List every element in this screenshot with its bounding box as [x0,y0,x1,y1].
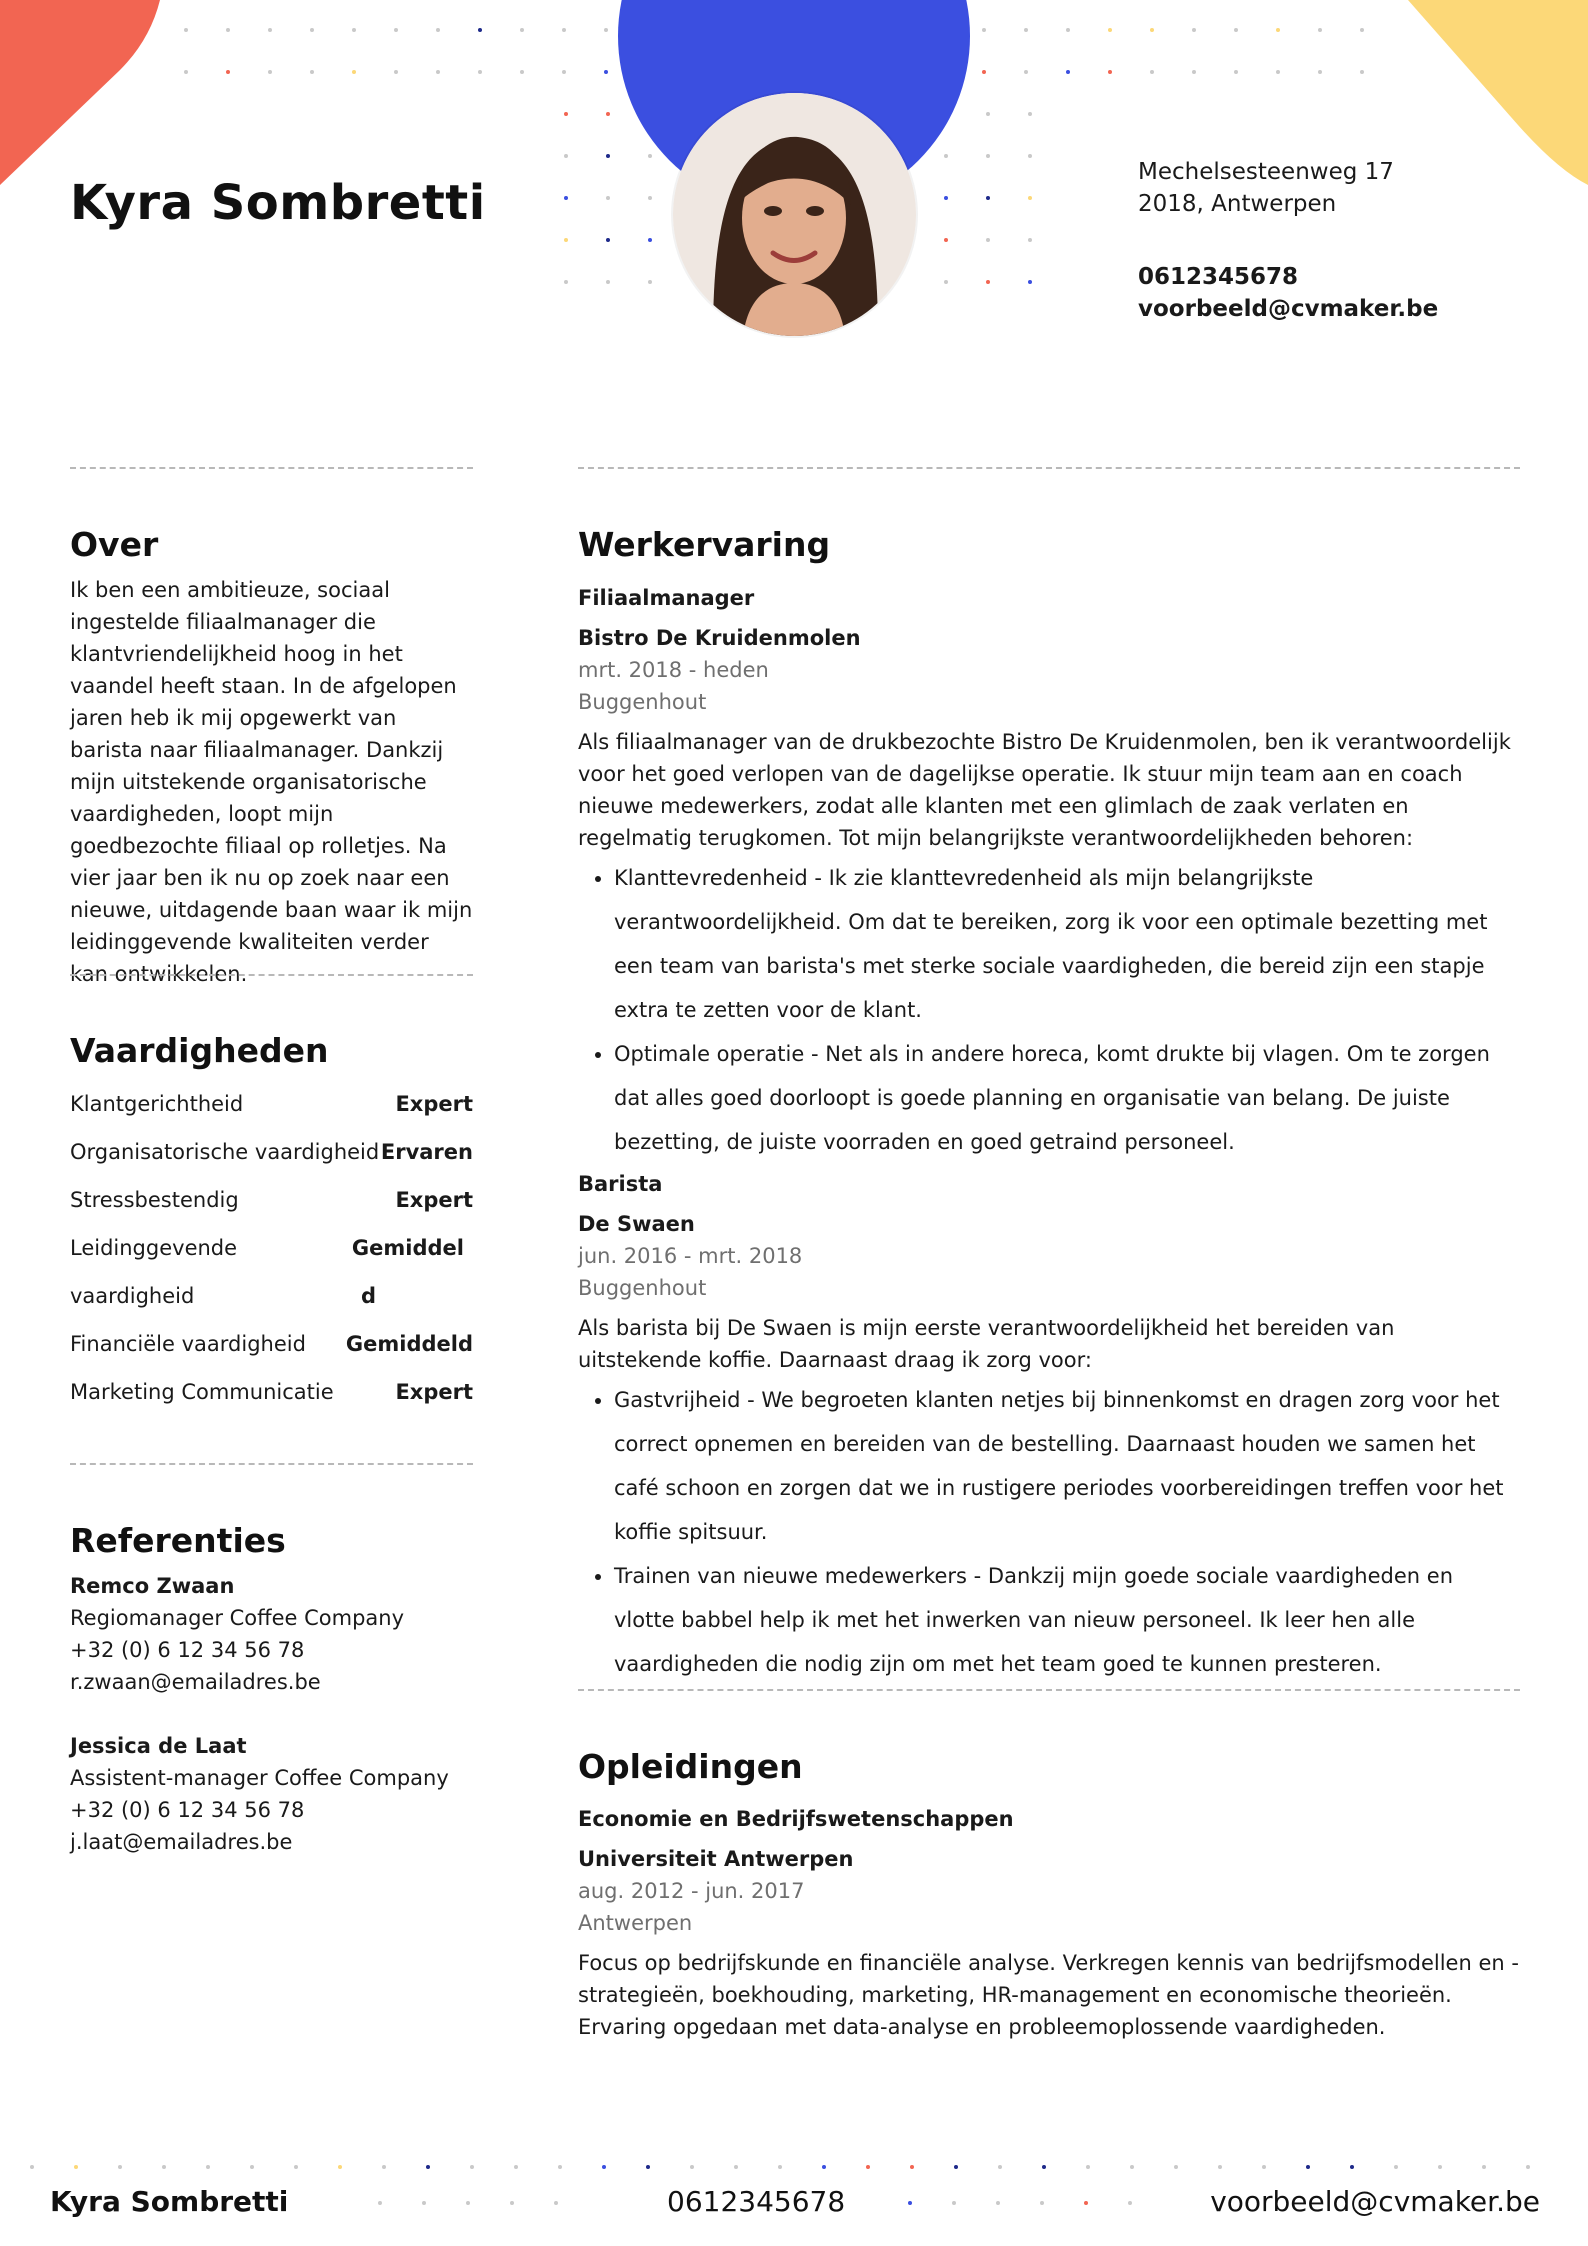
divider [578,467,1520,469]
dot [250,2165,254,2169]
dot [1128,2201,1132,2205]
dot [1438,2165,1442,2169]
dot [1192,70,1196,74]
skill-name: Marketing Communicatie [70,1380,334,1404]
dot [30,2165,34,2169]
portrait-icon [673,93,916,336]
dot [606,154,610,158]
dot [1360,28,1364,32]
about-text: Ik ben een ambitieuze, sociaal ingestelde filiaalmanager die klantvriendelijkheid hoog in het vaandel heeft staan. In de afgelopen jaren heb ik mij opgewerkt van barista naar filiaalmanager. Dankzij mijn uitstekende organisatorische vaardigheden, loopt mijn goedbezochte filiaal op rolletjes. Na vier jaar ben ik nu op zoek naar een nieuwe, uitdagende baan waar ik mijn leidinggevende kwaliteiten verder kan ontwikkelen. [70,578,473,986]
reference-name: Jessica de Laat [70,1734,247,1758]
dot [954,2165,958,2169]
dot [646,2165,650,2169]
dot [1234,70,1238,74]
job-bullets [578,856,1520,1164]
dot [986,238,990,242]
skill-level: Expert [395,1092,473,1116]
dot [982,70,986,74]
header-phone: 0612345678 [1138,264,1299,290]
job-location: Buggenhout [578,690,707,714]
dot [268,28,272,32]
dot [1066,28,1070,32]
job-bullet: • Optimale operatie - Net als in andere horeca, komt drukte bij vlagen. Om te zorgen dat alles goed doorloopt is goede planning en organisatie van belang. De juiste bezetting, de juiste voorraden en goed getraind personeel. [614,1032,1520,1164]
job-bullet: • Gastvrijheid - We begroeten klanten netjes bij binnenkomst en dragen zorg voor het correct opnemen en bereiden van de bestelling. Daarnaast houden we samen het café schoon en zorgen dat we in rustigere periodes voorbereidingen treffen voor het koffie spitsuur. [614,1378,1520,1554]
dot [478,70,482,74]
dot [426,2165,430,2169]
candidate-name: Kyra Sombretti [70,175,486,231]
divider [70,467,473,469]
dot [394,28,398,32]
job-bullet: • Klanttevredenheid - Ik zie klanttevredenheid als mijn belangrijkste verantwoordelijkheid. Om dat te bereiken, zorg ik voor een optimale bezetting met een team van barista's met sterke sociale vaardigheden, die bereid zijn een stapje extra te zetten voor de klant. [614,856,1520,1032]
dot [604,28,608,32]
dot [554,2201,558,2205]
dot [184,70,188,74]
dot [1526,2165,1530,2169]
footer-phone: 0612345678 [667,2185,846,2218]
reference-role: Regiomanager Coffee Company [70,1606,405,1630]
dot [734,2165,738,2169]
dot [1150,70,1154,74]
dot [1042,2165,1046,2169]
dot [1306,2165,1310,2169]
dot [648,238,652,242]
dot [206,2165,210,2169]
dot [478,28,482,32]
dot [1066,70,1070,74]
divider [578,1689,1520,1691]
job-location: Buggenhout [578,1276,707,1300]
dot [1130,2165,1134,2169]
education-title: Opleidingen [578,1747,803,1786]
job-description: Als filiaalmanager van de drukbezochte Bistro De Kruidenmolen, ben ik verantwoordelijk voor het goed verlopen van de dagelijkse operatie. Ik stuur mijn team aan en coach nieuwe medewerkers, zodat alle klanten met een glimlach de zaak verlaten en regelmatig terugkomen. Tot mijn belangrijkste verantwoordelijkheden behoren: [578,730,1511,850]
references-title: Referenties [70,1521,286,1560]
dot [778,2165,782,2169]
dot [226,28,230,32]
dot [562,70,566,74]
job-entry [578,582,1520,1164]
dot [1360,70,1364,74]
dot [564,238,568,242]
dot [564,196,568,200]
job-role: Filiaalmanager [578,586,755,610]
dot [1028,280,1032,284]
dot [268,70,272,74]
dot [606,196,610,200]
dot [1024,70,1028,74]
skill-level: Ervaren [380,1140,473,1164]
dot [1318,28,1322,32]
dot [564,280,568,284]
dot [436,70,440,74]
dot [422,2201,426,2205]
dot [648,280,652,284]
dot [822,2165,826,2169]
dot [310,28,314,32]
reference-role: Assistent-manager Coffee Company [70,1766,449,1790]
skills-title: Vaardigheden [70,1031,329,1070]
dot [908,2201,912,2205]
dot [952,2201,956,2205]
dot [648,154,652,158]
dot [118,2165,122,2169]
dot [1150,28,1154,32]
job-period: mrt. 2018 - heden [578,658,769,682]
dot [1192,28,1196,32]
dot [562,28,566,32]
skill-name: Stressbestendig [70,1188,239,1212]
footer-name: Kyra Sombretti [50,2185,289,2218]
dot [1086,2165,1090,2169]
skill-level: d [361,1284,377,1308]
dot [910,2165,914,2169]
skill-level: Gemiddel [351,1236,464,1260]
job-description: Als barista bij De Swaen is mijn eerste verantwoordelijkheid het bereiden van uitstekende koffie. Daarnaast draag ik zorg voor: [578,1316,1395,1372]
skill-name: Organisatorische vaardigheid [70,1140,380,1164]
dot [184,28,188,32]
dot [996,2201,1000,2205]
about-title: Over [70,525,159,564]
dot [1276,28,1280,32]
dot [648,196,652,200]
dot [1028,154,1032,158]
dot [310,70,314,74]
education-entry [578,1803,1520,2043]
job-company: De Swaen [578,1212,695,1236]
header-email[interactable]: voorbeeld@cvmaker.be [1138,296,1439,322]
dot [1028,196,1032,200]
dot [162,2165,166,2169]
dot [226,70,230,74]
address-line-2: 2018, Antwerpen [1138,191,1337,217]
dot [294,2165,298,2169]
dot [1262,2165,1266,2169]
dot [986,280,990,284]
dot [998,2165,1002,2169]
dot [606,112,610,116]
dot [352,28,356,32]
dot [606,238,610,242]
job-role: Barista [578,1172,663,1196]
education-degree: Economie en Bedrijfswetenschappen [578,1807,1014,1831]
reference-entry [70,1570,490,1698]
education-school: Universiteit Antwerpen [578,1847,854,1871]
dot [1108,28,1112,32]
reference-entry [70,1730,490,1858]
reference-email[interactable]: r.zwaan@emailadres.be [70,1670,321,1694]
job-entry [578,1168,1520,1686]
dot [1028,112,1032,116]
dot [1350,2165,1354,2169]
dot [606,280,610,284]
dot [1024,28,1028,32]
dot [1234,28,1238,32]
dot [436,28,440,32]
reference-name: Remco Zwaan [70,1574,235,1598]
dot [982,28,986,32]
dot [1276,70,1280,74]
dot [604,70,608,74]
experience-title: Werkervaring [578,525,831,564]
dot [1482,2165,1486,2169]
dot [382,2165,386,2169]
education-location: Antwerpen [578,1911,693,1935]
skill-name: vaardigheid [70,1284,195,1308]
footer-email[interactable]: voorbeeld@cvmaker.be [1210,2185,1540,2218]
skill-level: Gemiddeld [345,1332,473,1356]
dot [1174,2165,1178,2169]
dot [690,2165,694,2169]
job-company: Bistro De Kruidenmolen [578,626,861,650]
address-line-1: Mechelsesteenweg 17 [1138,159,1394,185]
dot [1318,70,1322,74]
dot [944,154,948,158]
dot [466,2201,470,2205]
dot [1218,2165,1222,2169]
skill-name: Klantgerichtheid [70,1092,244,1116]
job-bullet: • Trainen van nieuwe medewerkers - Dankzij mijn goede sociale vaardigheden en vlotte babbel help ik met het inwerken van nieuw personeel. Ik leer hen alle vaardigheden die nodig zijn om met het team goed te kunnen presteren. [614,1554,1520,1686]
dot [514,2165,518,2169]
dot [1040,2201,1044,2205]
divider [70,974,473,976]
dot [520,70,524,74]
dot [470,2165,474,2169]
reference-email[interactable]: j.laat@emailadres.be [70,1830,293,1854]
education-period: aug. 2012 - jun. 2017 [578,1879,805,1903]
dot [520,28,524,32]
profile-photo [673,93,916,336]
dot [564,154,568,158]
dot [378,2201,382,2205]
reference-phone: +32 (0) 6 12 34 56 78 [70,1638,305,1662]
dot [1028,238,1032,242]
dot [602,2165,606,2169]
dot [74,2165,78,2169]
dot [338,2165,342,2169]
dot [1084,2201,1088,2205]
dot [352,70,356,74]
reference-phone: +32 (0) 6 12 34 56 78 [70,1798,305,1822]
dot [944,238,948,242]
job-bullets [578,1378,1520,1686]
dot [1108,70,1112,74]
dot [986,154,990,158]
job-period: jun. 2016 - mrt. 2018 [578,1244,803,1268]
dot [558,2165,562,2169]
dot [1394,2165,1398,2169]
dot [394,70,398,74]
dot [510,2201,514,2205]
dot [944,196,948,200]
divider [70,1463,473,1465]
dot [986,112,990,116]
skill-level: Expert [395,1380,473,1404]
dot [986,196,990,200]
dot [944,280,948,284]
skill-name: Leidinggevende [70,1236,238,1260]
education-description: Focus op bedrijfskunde en financiële analyse. Verkregen kennis van bedrijfsmodellen en -strategieën, boekhouding, marketing, HR-management en economische theorieën. Ervaring opgedaan met data-analyse en probleemoplossende vaardigheden. [578,1951,1519,2039]
skill-level: Expert [395,1188,473,1212]
skill-name: Financiële vaardigheid [70,1332,306,1356]
dot [564,112,568,116]
dot [866,2165,870,2169]
